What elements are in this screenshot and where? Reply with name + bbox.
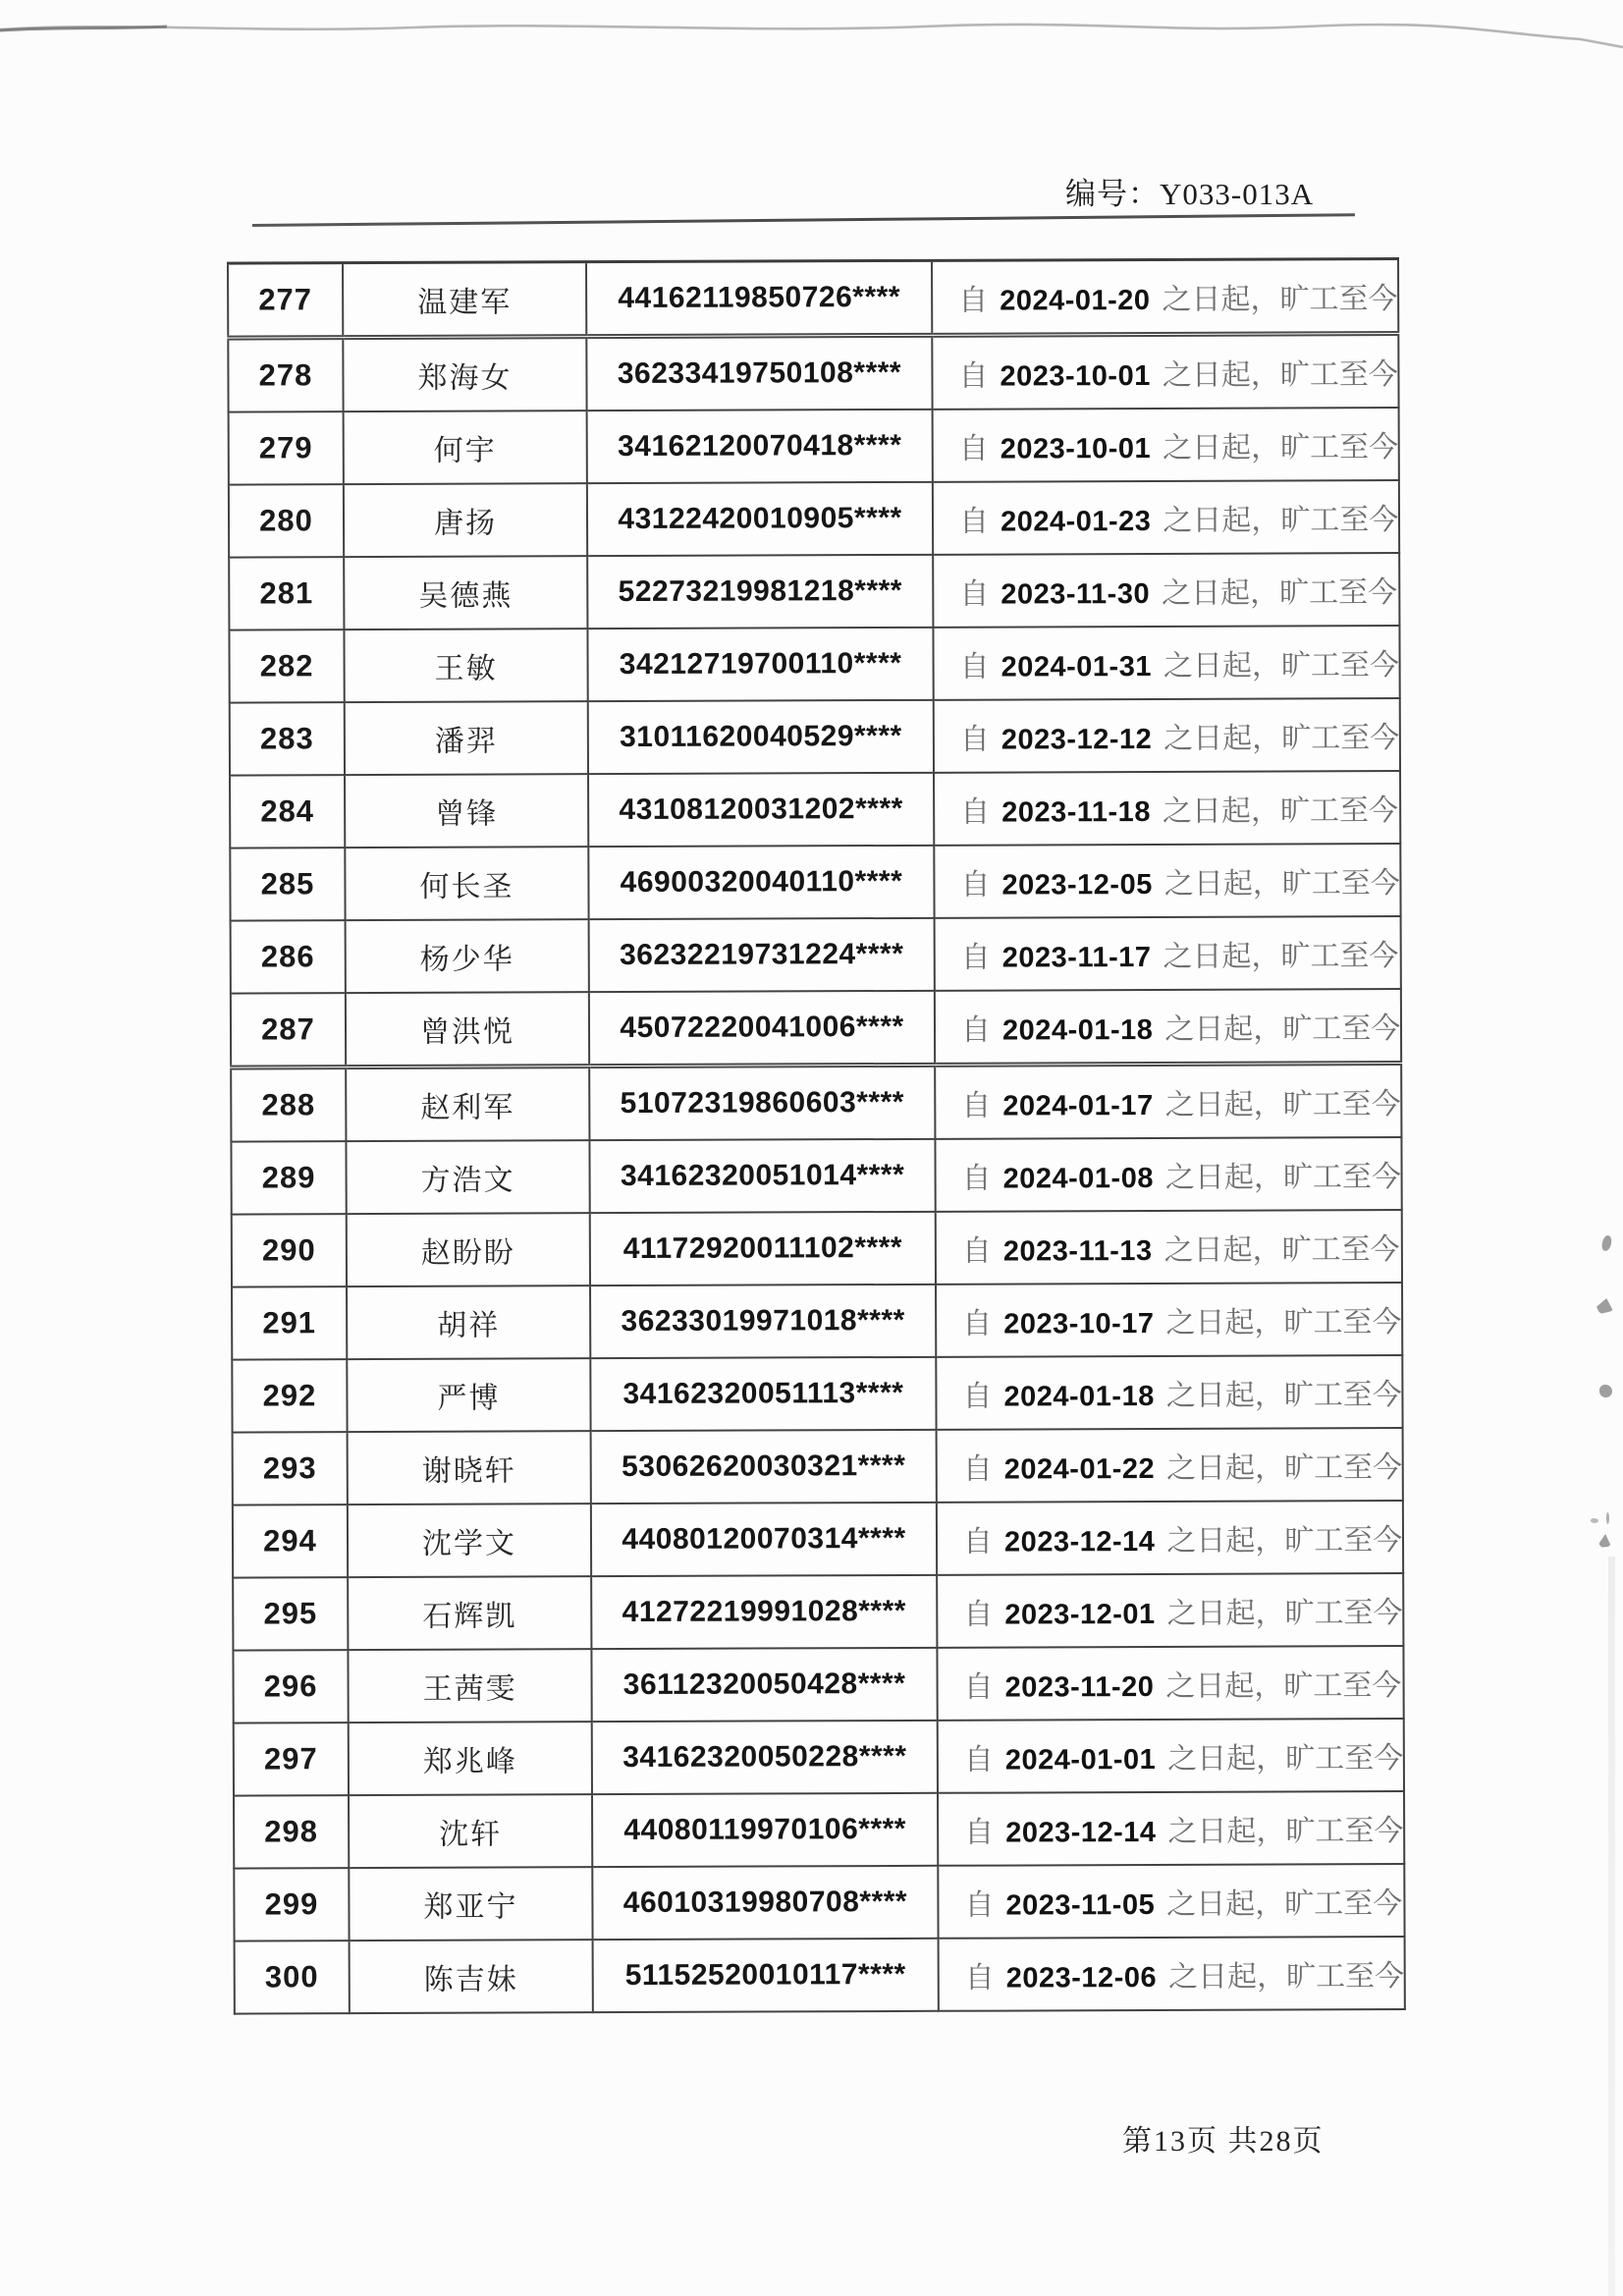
absence-cell: [935, 1137, 1401, 1212]
scan-artifact-top-line: [0, 0, 1623, 69]
table-row: [232, 1283, 1402, 1360]
name-cell: 严博: [347, 1358, 590, 1432]
absence-suffix: 之日起，旷工至今: [1162, 283, 1398, 316]
absence-start-date: 2023-12-01: [1004, 1598, 1156, 1631]
table-row: [228, 334, 1398, 412]
absence-cell: [933, 553, 1399, 628]
absence-prefix: 自: [958, 505, 990, 538]
absence-suffix: 之日起，旷工至今: [1167, 1814, 1404, 1848]
row-number-cell: 292: [232, 1359, 347, 1432]
id-number-cell: 41172920011102****: [590, 1212, 936, 1285]
absence-cell: [939, 1937, 1405, 2011]
absence-cell: [937, 1646, 1403, 1721]
absence-suffix: 之日起，旷工至今: [1163, 867, 1400, 901]
absence-prefix: 自: [961, 1234, 992, 1268]
absence-start-date: 2024-01-01: [1004, 1743, 1157, 1777]
id-number-cell: 46010319980708****: [592, 1866, 938, 1940]
id-number-cell: 51072319860603****: [589, 1065, 935, 1140]
absence-prefix: 自: [958, 359, 989, 393]
name-cell: 郑亚宁: [349, 1867, 592, 1941]
absence-start-date: 2024-01-18: [1001, 1013, 1154, 1047]
absence-prefix: 自: [963, 1670, 994, 1704]
table-row: [231, 989, 1401, 1067]
absence-suffix: 之日起，旷工至今: [1162, 358, 1398, 392]
absence-prefix: 自: [963, 1743, 994, 1777]
table-row: [233, 1573, 1403, 1651]
name-cell: 郑兆峰: [349, 1722, 592, 1795]
table-row: [232, 1355, 1402, 1433]
absence-prefix: 自: [960, 795, 991, 829]
table-row: [229, 480, 1399, 558]
name-cell: 沈轩: [349, 1794, 592, 1868]
absence-cell: [934, 771, 1400, 846]
name-cell: 杨少华: [346, 919, 589, 993]
name-cell: 谢晓轩: [348, 1431, 591, 1504]
absence-cell: [933, 626, 1399, 700]
absence-start-date: 2023-10-01: [1000, 432, 1152, 465]
absence-cell: [934, 844, 1400, 918]
id-number-cell: 46900320040110****: [588, 846, 934, 919]
id-number-cell: 34162120070418****: [587, 410, 933, 483]
id-number-cell: 43108120031202****: [588, 773, 934, 847]
absence-cell: [932, 259, 1398, 336]
table-row: [231, 1137, 1401, 1215]
id-number-cell: 34162320050228****: [592, 1721, 938, 1794]
page-number: 第13页 共28页: [1122, 2125, 1325, 2158]
absence-suffix: 之日起，旷工至今: [1163, 1233, 1400, 1267]
absence-prefix: 自: [961, 1162, 992, 1195]
row-number-cell: 300: [235, 1941, 350, 2013]
name-cell: 石辉凯: [348, 1576, 591, 1650]
scan-artifact: [1606, 1512, 1609, 1524]
absence-suffix: 之日起，旷工至今: [1166, 1450, 1403, 1485]
absence-suffix: 之日起，旷工至今: [1166, 1596, 1403, 1630]
absence-prefix: 自: [962, 1307, 993, 1340]
name-cell: 陈吉妹: [350, 1940, 593, 2013]
absence-prefix: 自: [963, 1598, 994, 1631]
id-number-cell: 41272219991028****: [591, 1575, 937, 1649]
absence-cell: [937, 1573, 1403, 1648]
row-number-cell: 297: [234, 1722, 349, 1795]
absence-suffix: 之日起，旷工至今: [1163, 940, 1399, 973]
absence-cell: [937, 1428, 1403, 1503]
absence-prefix: 自: [959, 650, 990, 683]
id-number-cell: 44080119970106****: [592, 1793, 938, 1867]
absence-start-date: 2023-11-17: [1001, 941, 1152, 974]
absence-cell: [933, 408, 1399, 482]
absence-start-date: 2023-11-18: [1001, 795, 1151, 829]
absence-prefix: 自: [962, 1452, 993, 1486]
absence-cell: [935, 989, 1401, 1065]
table-row: [233, 1428, 1403, 1505]
id-number-cell: 53062620030321****: [591, 1430, 937, 1503]
absence-cell: [935, 1063, 1401, 1138]
id-number-cell: 36233419750108****: [586, 335, 932, 410]
absence-suffix: 之日起，旷工至今: [1163, 504, 1399, 537]
absence-prefix: 自: [964, 1961, 995, 1995]
absence-start-date: 2023-12-05: [1001, 868, 1153, 902]
absence-cell: [935, 916, 1401, 991]
name-cell: 王茜雯: [348, 1649, 591, 1722]
row-number-cell: 288: [231, 1067, 346, 1142]
absence-suffix: 之日起，旷工至今: [1164, 1012, 1401, 1046]
absence-start-date: 2023-12-12: [1001, 723, 1153, 756]
absence-start-date: 2023-11-05: [1005, 1888, 1156, 1922]
id-number-cell: 45072220041006****: [589, 991, 935, 1066]
absence-prefix: 自: [964, 1816, 995, 1849]
absence-start-date: 2023-10-01: [1000, 359, 1151, 393]
row-number-cell: 287: [231, 993, 346, 1067]
id-number-cell: 34162320051014****: [589, 1139, 935, 1213]
name-cell: 吴德燕: [344, 556, 587, 629]
absence-start-date: 2023-12-06: [1005, 1961, 1158, 1995]
id-number-cell: 34212719700110****: [587, 628, 933, 701]
absence-prefix: 自: [958, 432, 989, 465]
row-number-cell: 299: [234, 1868, 349, 1941]
absence-roster-table: [227, 257, 1406, 2015]
scan-artifact: [1591, 1518, 1598, 1523]
absence-cell: [936, 1283, 1402, 1357]
id-number-cell: 44162119850726****: [586, 260, 932, 336]
absence-prefix: 自: [959, 577, 990, 611]
table-row: [234, 1791, 1404, 1869]
row-number-cell: 286: [231, 920, 346, 993]
absence-prefix: 自: [959, 723, 990, 756]
scan-artifact-edge: [1608, 1557, 1615, 2296]
absence-cell: [938, 1791, 1404, 1866]
name-cell: 何宇: [344, 410, 587, 484]
absence-cell: [934, 698, 1400, 773]
absence-start-date: 2023-11-13: [1002, 1234, 1153, 1268]
table-row: [232, 1210, 1402, 1287]
row-number-cell: 291: [232, 1286, 347, 1359]
name-cell: 潘羿: [345, 701, 588, 775]
name-cell: 唐扬: [344, 483, 587, 557]
absence-start-date: 2024-01-08: [1002, 1162, 1155, 1195]
table-row: [235, 1937, 1405, 2014]
row-number-cell: 294: [233, 1504, 348, 1577]
table-row: [228, 259, 1398, 339]
row-number-cell: 293: [233, 1432, 348, 1504]
absence-cell: [938, 1719, 1404, 1793]
absence-start-date: 2023-12-14: [1003, 1525, 1156, 1558]
absence-suffix: 之日起，旷工至今: [1164, 1160, 1402, 1194]
absence-suffix: 之日起，旷工至今: [1167, 1741, 1404, 1776]
table-row: [229, 408, 1399, 485]
id-number-cell: 36232219731224****: [589, 918, 935, 992]
row-number-cell: 280: [229, 484, 344, 557]
absence-cell: [936, 1210, 1402, 1285]
absence-cell: [936, 1355, 1402, 1430]
table-row: [234, 1864, 1404, 1941]
row-number-cell: 281: [229, 557, 344, 629]
id-number-cell: 31011620040529****: [588, 700, 934, 774]
name-cell: 赵盼盼: [347, 1213, 590, 1286]
id-number-cell: 44080120070314****: [591, 1503, 937, 1576]
absence-prefix: 自: [964, 1888, 995, 1922]
name-cell: 温建军: [343, 262, 586, 338]
absence-suffix: 之日起，旷工至今: [1166, 1523, 1403, 1558]
id-number-cell: 36112320050428****: [591, 1648, 937, 1722]
absence-suffix: 之日起，旷工至今: [1164, 1088, 1401, 1121]
row-number-cell: 277: [228, 263, 343, 338]
row-number-cell: 285: [230, 847, 345, 920]
name-cell: 曾锋: [345, 774, 588, 847]
table-row: [234, 1719, 1404, 1796]
absence-suffix: 之日起，旷工至今: [1161, 576, 1398, 610]
absence-prefix: 自: [960, 941, 991, 974]
scan-artifact: [1599, 1385, 1612, 1397]
row-number-cell: 282: [229, 629, 344, 702]
row-number-cell: 298: [234, 1795, 349, 1868]
name-cell: 曾洪悦: [346, 992, 589, 1066]
table-row: [230, 844, 1400, 921]
absence-start-date: 2023-10-17: [1003, 1307, 1155, 1340]
header-rule: [252, 213, 1355, 227]
row-number-cell: 279: [229, 411, 344, 484]
table-row: [231, 916, 1401, 994]
id-number-cell: 51152520010117****: [593, 1939, 939, 2012]
absence-suffix: 之日起，旷工至今: [1162, 794, 1398, 828]
absence-suffix: 之日起，旷工至今: [1163, 431, 1399, 465]
absence-suffix: 之日起，旷工至今: [1166, 1887, 1403, 1921]
scan-artifact: [1600, 1234, 1613, 1252]
table-row: [229, 626, 1399, 703]
absence-prefix: 自: [958, 284, 989, 317]
absence-suffix: 之日起，旷工至今: [1168, 1959, 1405, 1994]
table-row: [231, 1063, 1401, 1141]
absence-start-date: 2024-01-23: [1000, 505, 1152, 538]
name-cell: 王敏: [344, 629, 587, 702]
table-body: [228, 259, 1405, 2014]
table-row: [230, 771, 1400, 848]
absence-cell: [933, 480, 1399, 555]
table-row: [233, 1501, 1403, 1578]
absence-suffix: 之日起，旷工至今: [1165, 1305, 1402, 1339]
table-row: [233, 1646, 1403, 1723]
name-cell: 沈学文: [348, 1503, 591, 1577]
absence-prefix: 自: [962, 1525, 994, 1558]
scan-artifact: [1598, 1534, 1611, 1548]
absence-cell: [937, 1501, 1403, 1575]
absence-start-date: 2024-01-18: [1003, 1380, 1155, 1413]
absence-prefix: 自: [962, 1380, 993, 1413]
name-cell: 胡祥: [347, 1285, 590, 1359]
absence-start-date: 2023-11-20: [1004, 1670, 1155, 1704]
id-number-cell: 52273219981218****: [587, 555, 933, 629]
id-number-cell: 36233019971018****: [590, 1285, 936, 1358]
doc-number: 编号：Y033-013A: [1065, 177, 1315, 211]
row-number-cell: 283: [230, 702, 345, 775]
row-number-cell: 290: [232, 1214, 347, 1286]
name-cell: 方浩文: [346, 1140, 589, 1214]
absence-prefix: 自: [960, 868, 991, 902]
absence-prefix: 自: [961, 1089, 992, 1122]
row-number-cell: 278: [228, 338, 343, 412]
absence-suffix: 之日起，旷工至今: [1165, 1669, 1402, 1703]
absence-suffix: 之日起，旷工至今: [1165, 1378, 1402, 1412]
absence-suffix: 之日起，旷工至今: [1163, 649, 1400, 683]
name-cell: 赵利军: [346, 1066, 589, 1141]
row-number-cell: 284: [230, 775, 345, 847]
absence-start-date: 2024-01-20: [1000, 284, 1151, 317]
absence-start-date: 2023-12-14: [1005, 1816, 1157, 1849]
absence-start-date: 2024-01-17: [1002, 1089, 1154, 1122]
id-number-cell: 34162320051113****: [590, 1357, 936, 1431]
row-number-cell: 296: [233, 1650, 348, 1722]
name-cell: 郑海女: [343, 337, 586, 411]
name-cell: 何长圣: [345, 847, 588, 920]
table-row: [229, 553, 1399, 630]
absence-cell: [938, 1864, 1404, 1939]
id-number-cell: 43122420010905****: [587, 482, 933, 556]
absence-cell: [932, 334, 1398, 410]
absence-start-date: 2023-11-30: [1001, 577, 1151, 611]
absence-start-date: 2024-01-31: [1001, 650, 1153, 683]
row-number-cell: 289: [231, 1141, 346, 1214]
absence-suffix: 之日起，旷工至今: [1163, 722, 1400, 755]
absence-prefix: 自: [960, 1013, 992, 1047]
table-row: [230, 698, 1400, 776]
scan-artifact: [1596, 1298, 1613, 1314]
row-number-cell: 295: [233, 1577, 348, 1650]
absence-start-date: 2024-01-22: [1003, 1452, 1156, 1486]
